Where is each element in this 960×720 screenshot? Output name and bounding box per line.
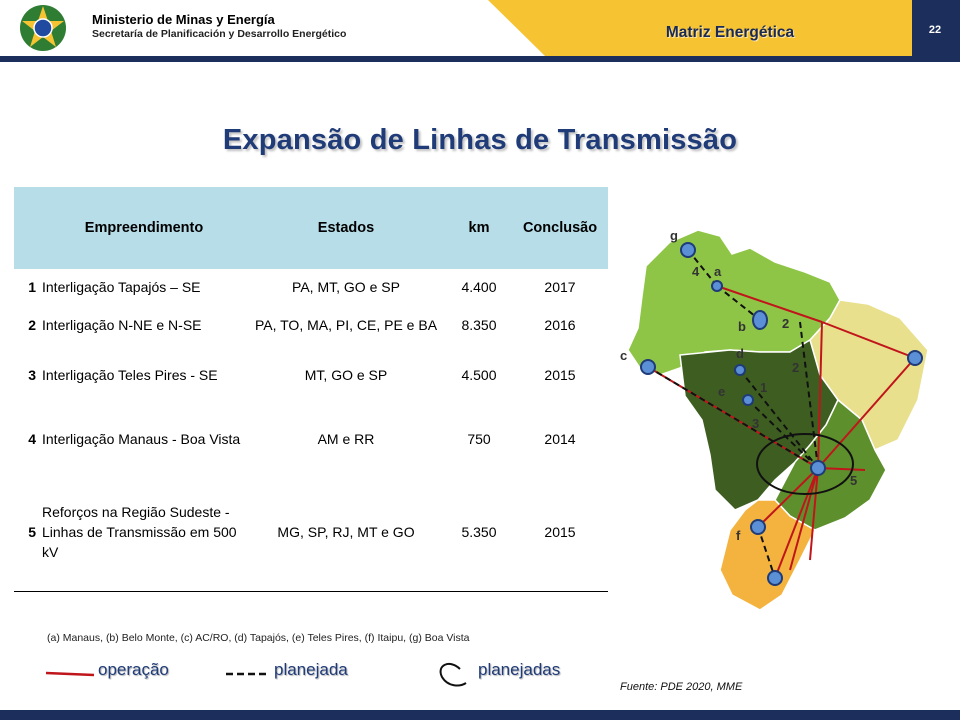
row-project: Interligação Tapajós – SE	[42, 279, 201, 295]
row-project: Interligação Manaus - Boa Vista	[42, 431, 241, 447]
table-row	[14, 345, 608, 405]
row-project: Reforços na Região Sudeste - Linhas de Transmissão em 500 kV	[42, 503, 237, 560]
map-label-d: d	[736, 346, 744, 361]
row-num: 2	[28, 317, 36, 333]
header	[0, 0, 960, 62]
row-km: 8.350	[461, 317, 497, 333]
map-label-b: b	[738, 319, 746, 334]
row-num: 3	[28, 367, 36, 383]
legend-operation-line	[46, 673, 94, 675]
page-title: Expansão de Linhas de Transmissão	[222, 124, 738, 156]
map-label-g: g	[670, 228, 678, 243]
row-completion: 2016	[544, 317, 576, 333]
node-northeast	[908, 351, 922, 365]
header-states: Estados	[317, 220, 375, 236]
legend-planned: planejada	[274, 660, 348, 679]
node-itaipu-hub	[811, 461, 825, 475]
source-note: Fuente: PDE 2020, MME	[620, 681, 743, 693]
row-completion: 2017	[544, 279, 576, 295]
row-km: 4.500	[461, 367, 497, 383]
table-header-row	[14, 187, 608, 269]
map-label-f: f	[736, 528, 741, 543]
row-km: 4.400	[461, 279, 497, 295]
ministry-subtitle: Secretaría de Planificación y Desarrollo Energético	[92, 28, 347, 40]
row-num: 1	[28, 279, 36, 295]
node-d	[735, 365, 745, 375]
row-completion: 2015	[544, 367, 576, 383]
node-f	[751, 520, 765, 534]
coat-of-arms-logo	[18, 3, 68, 53]
map-label-1: 1	[760, 380, 768, 395]
row-km: 750	[467, 431, 491, 447]
map-label-3: 3	[752, 416, 760, 431]
footnote: (a) Manaus, (b) Belo Monte, (c) AC/RO, (d) Tapajós, (e) Teles Pires, (f) Itaipu, (g) Boa Vista	[47, 632, 470, 644]
row-states: MG, SP, RJ, MT e GO	[277, 523, 415, 540]
header-completion: Conclusão	[522, 220, 598, 236]
row-states: MT, GO e SP	[304, 367, 388, 383]
node-c	[641, 360, 655, 374]
map-label-2b: 2	[792, 360, 800, 375]
header-km: km	[468, 220, 490, 236]
legend-planned-plural: planejadas	[478, 660, 561, 679]
map-label-a: a	[714, 264, 722, 279]
row-completion: 2014	[544, 431, 576, 447]
node-b	[753, 311, 767, 329]
table-row	[14, 473, 608, 591]
section-title: Matriz Energética	[665, 24, 795, 41]
footer-bar	[0, 710, 960, 720]
header-num	[14, 187, 38, 269]
row-states: PA, MT, GO e SP	[292, 279, 400, 295]
transmission-table	[14, 187, 608, 592]
node-e	[743, 395, 753, 405]
brazil-transmission-map	[600, 200, 960, 620]
node-a	[712, 281, 722, 291]
row-num: 4	[28, 431, 36, 447]
legend-planned-loop	[441, 664, 466, 686]
table-row	[14, 305, 608, 345]
slide-number: 22	[928, 24, 942, 36]
row-project: Interligação N-NE e N-SE	[42, 317, 202, 333]
table-row	[14, 269, 608, 305]
table-row	[14, 405, 608, 473]
row-completion: 2015	[544, 523, 576, 540]
map-label-5: 5	[850, 473, 858, 488]
row-states: AM e RR	[317, 431, 375, 447]
map-label-e: e	[718, 384, 726, 399]
map-label-4: 4	[692, 264, 700, 279]
node-g	[681, 243, 695, 257]
row-num: 5	[28, 523, 36, 540]
map-label-2a: 2	[782, 316, 790, 331]
map-label-c: c	[620, 348, 628, 363]
header-project: Empreendimento	[84, 220, 204, 236]
row-project: Interligação Teles Pires - SE	[42, 367, 218, 383]
legend-operation: operação	[98, 660, 169, 679]
ministry-title: Ministerio de Minas y Energía	[92, 12, 275, 27]
node-south	[768, 571, 782, 585]
row-km: 5.350	[461, 523, 497, 540]
row-states: PA, TO, MA, PI, CE, PE e BA	[254, 317, 438, 333]
